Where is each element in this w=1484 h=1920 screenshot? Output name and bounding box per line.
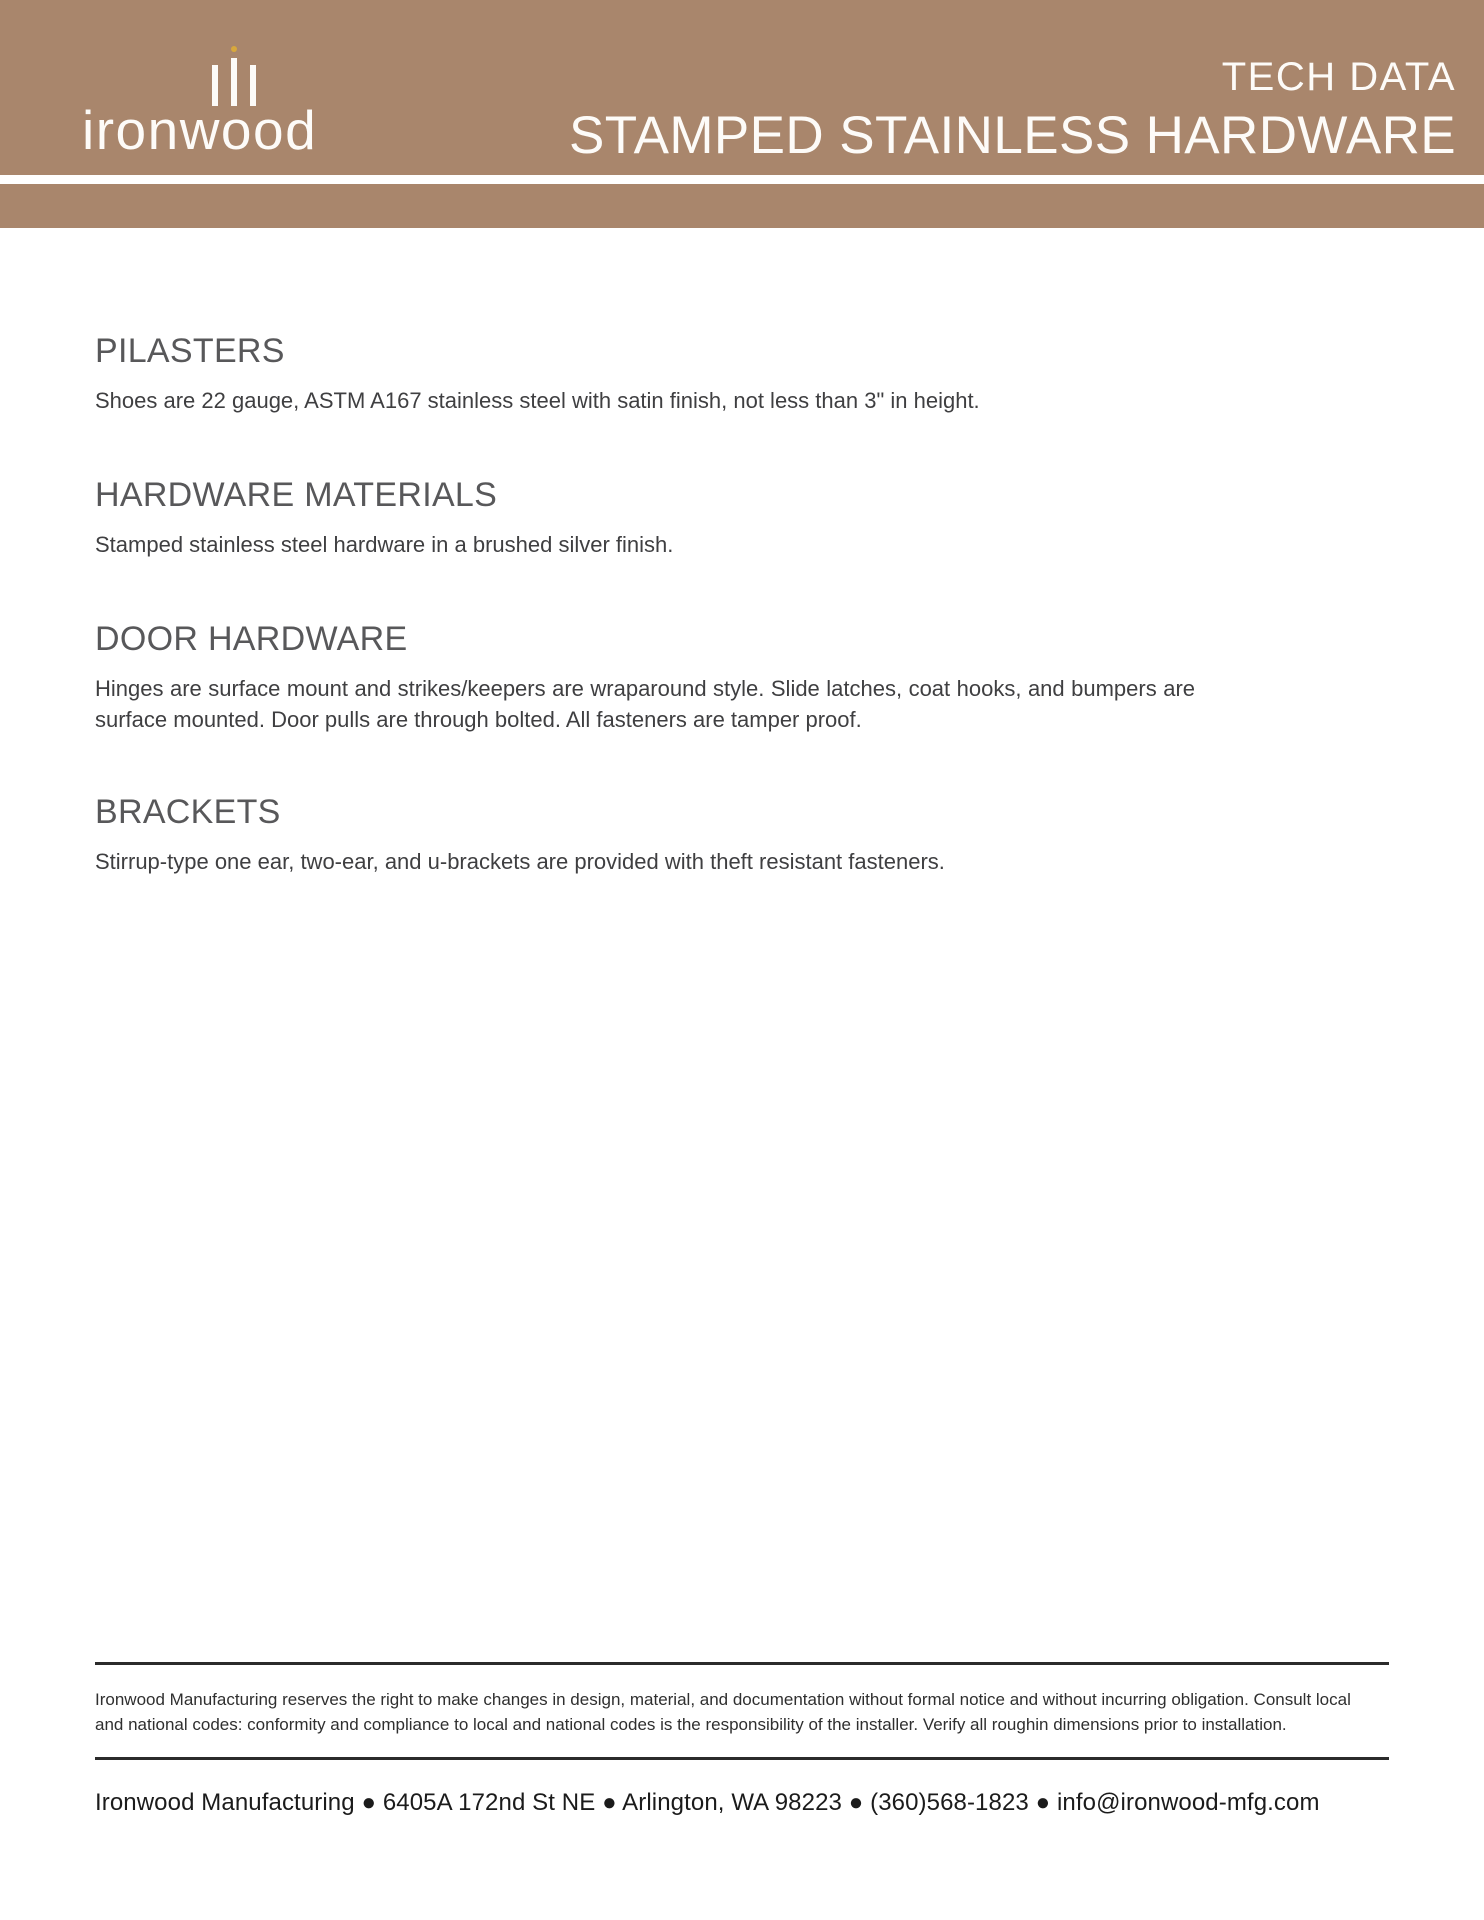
page-header (0, 0, 1484, 228)
page-title: STAMPED STAINLESS HARDWARE (569, 106, 1456, 165)
three-bars-logo-icon (206, 46, 262, 106)
brand-wordmark: ironwood (82, 99, 318, 161)
section-door-hardware (95, 618, 1195, 735)
header-divider-rule (0, 175, 1484, 184)
section-hardware-materials (95, 474, 1195, 560)
header-kicker-label: TECH DATA (1221, 55, 1456, 99)
section-heading-door-hardware: DOOR HARDWARE (95, 620, 408, 658)
section-heading-hardware-materials: HARDWARE MATERIALS (95, 476, 498, 514)
main-content (95, 330, 1195, 877)
footer-bottom-divider (95, 1757, 1389, 1760)
header-band-secondary (0, 184, 1484, 228)
brand-logo[interactable] (82, 46, 382, 168)
section-body-pilasters: Shoes are 22 gauge, ASTM A167 stainless steel with satin finish, not less than 3" in height. (95, 388, 980, 413)
page-footer (95, 1662, 1389, 1820)
section-heading-brackets: BRACKETS (95, 793, 281, 831)
section-body-door-hardware: Hinges are surface mount and strikes/keepers are wraparound style. Slide latches, coat hooks, and bumpers are surface mounted. Door pulls are through bolted. All fasteners are tamper proof. (95, 676, 1195, 732)
footer-disclaimer-text: Ironwood Manufacturing reserves the right to make changes in design, material, and documentation without formal notice and without incurring obligation. Consult local and national codes: conformity and compliance to local and national codes is the responsibility of the installer. Verify all roughin dimensions prior to installation. (95, 1690, 1351, 1734)
logo-dot-icon (231, 46, 237, 52)
section-pilasters (95, 330, 1195, 416)
footer-top-divider (95, 1662, 1389, 1665)
section-brackets (95, 791, 1195, 877)
section-body-hardware-materials: Stamped stainless steel hardware in a brushed silver finish. (95, 532, 674, 557)
section-heading-pilasters: PILASTERS (95, 332, 285, 370)
section-body-brackets: Stirrup-type one ear, two-ear, and u-brackets are provided with theft resistant fasteners. (95, 849, 945, 874)
footer-contact-line: Ironwood Manufacturing ● 6405A 172nd St NE ● Arlington, WA 98223 ● (360)568-1823 ● info@ironwood-mfg.com (95, 1789, 1320, 1816)
